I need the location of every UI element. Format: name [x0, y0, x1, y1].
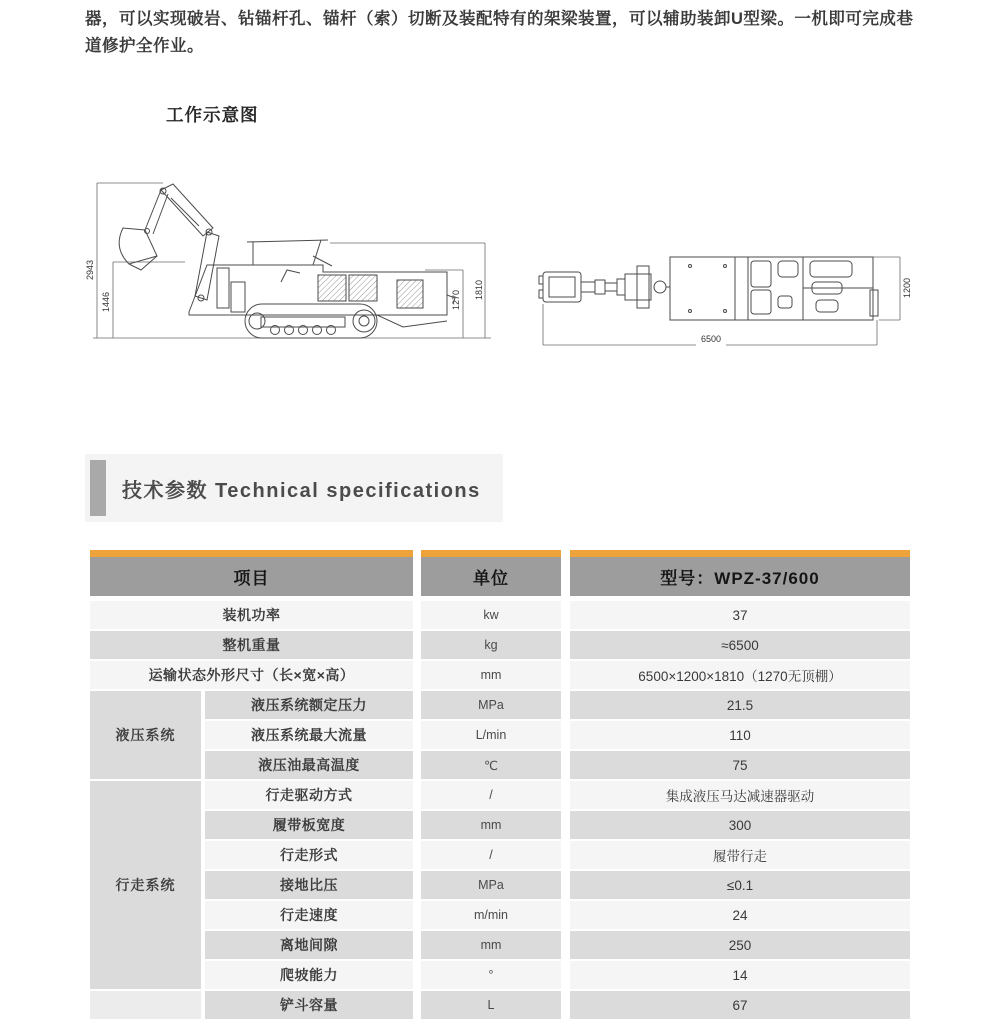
header-cell-unit: 单位 — [421, 550, 561, 596]
side-view-drawing — [85, 170, 510, 362]
dim-label-max-height: 2943 — [85, 259, 95, 281]
table-section — [90, 781, 910, 991]
unit-cell: L/min — [421, 721, 561, 749]
item-cell: 行走驱动方式 — [205, 781, 413, 809]
value-cell: 24 — [570, 901, 910, 929]
unit-cell: ° — [421, 961, 561, 989]
table-header-row — [90, 550, 910, 596]
dim-label-transport-height: 1810 — [474, 279, 484, 301]
header-cell-item: 项目 — [90, 550, 413, 596]
value-cell: 集成液压马达减速器驱动 — [570, 781, 910, 809]
table-body — [90, 601, 910, 1021]
value-cell: 75 — [570, 751, 910, 779]
unit-cell: m/min — [421, 901, 561, 929]
item-cell: 行走形式 — [205, 841, 413, 869]
unit-cell: kw — [421, 601, 561, 629]
item-cell: 液压系统最大流量 — [205, 721, 413, 749]
table-row — [205, 781, 910, 809]
item-cell: 运输状态外形尺寸（长×宽×高） — [90, 661, 413, 689]
unit-cell: mm — [421, 661, 561, 689]
table-row — [205, 901, 910, 929]
spec-table — [90, 550, 910, 1021]
section-banner — [85, 454, 503, 522]
unit-cell: MPa — [421, 691, 561, 719]
top-view-drawing — [520, 230, 920, 362]
table-row — [205, 961, 910, 989]
value-cell: 110 — [570, 721, 910, 749]
value-cell: 67 — [570, 991, 910, 1019]
dim-label-no-canopy-height: 1270 — [451, 289, 461, 311]
unit-cell: / — [421, 841, 561, 869]
table-row — [205, 691, 910, 719]
item-cell: 爬坡能力 — [205, 961, 413, 989]
table-row — [205, 721, 910, 749]
item-cell: 接地比压 — [205, 871, 413, 899]
value-cell: 300 — [570, 811, 910, 839]
dimension-lines — [543, 257, 900, 345]
machine-side-art — [119, 184, 455, 338]
group-cell — [90, 991, 201, 1019]
value-cell: ≤0.1 — [570, 871, 910, 899]
unit-cell: / — [421, 781, 561, 809]
value-cell: 250 — [570, 931, 910, 959]
table-row — [205, 751, 910, 779]
value-cell: ≈6500 — [570, 631, 910, 659]
table-row — [205, 811, 910, 839]
machine-top-art — [539, 257, 878, 320]
item-cell: 行走速度 — [205, 901, 413, 929]
table-section — [90, 601, 910, 691]
table-row — [205, 841, 910, 869]
table-row — [90, 631, 910, 659]
dim-label-length: 6500 — [700, 334, 722, 344]
table-row — [205, 871, 910, 899]
section-title: 技术参数 Technical specifications — [122, 479, 481, 502]
table-section — [90, 691, 910, 781]
table-row — [205, 991, 910, 1019]
table-row — [205, 931, 910, 959]
section-accent-bar — [90, 460, 106, 516]
item-cell: 铲斗容量 — [205, 991, 413, 1019]
table-row — [90, 601, 910, 629]
diagram-heading: 工作示意图 — [166, 105, 259, 125]
dim-label-body-height: 1446 — [101, 291, 111, 313]
intro-paragraph: 器，可以实现破岩、钻锚杆孔、锚杆（索）切断及装配特有的架梁装置，可以辅助装卸U型梁。一机即可完成巷道修护全作业。 — [85, 10, 914, 55]
unit-cell: mm — [421, 931, 561, 959]
value-cell: 6500×1200×1810（1270无顶棚） — [570, 661, 910, 689]
dim-label-width: 1200 — [902, 277, 912, 299]
unit-cell: L — [421, 991, 561, 1019]
item-cell: 离地间隙 — [205, 931, 413, 959]
value-cell: 履带行走 — [570, 841, 910, 869]
value-cell: 37 — [570, 601, 910, 629]
group-cell: 行走系统 — [90, 781, 201, 989]
unit-cell: mm — [421, 811, 561, 839]
unit-cell: ℃ — [421, 751, 561, 779]
unit-cell: MPa — [421, 871, 561, 899]
value-cell: 21.5 — [570, 691, 910, 719]
item-cell: 装机功率 — [90, 601, 413, 629]
table-section — [90, 991, 910, 1021]
item-cell: 履带板宽度 — [205, 811, 413, 839]
header-cell-model: 型号：WPZ-37/600 — [570, 550, 910, 596]
unit-cell: kg — [421, 631, 561, 659]
item-cell: 液压油最高温度 — [205, 751, 413, 779]
table-row — [90, 661, 910, 689]
item-cell: 液压系统额定压力 — [205, 691, 413, 719]
item-cell: 整机重量 — [90, 631, 413, 659]
value-cell: 14 — [570, 961, 910, 989]
group-cell: 液压系统 — [90, 691, 201, 779]
